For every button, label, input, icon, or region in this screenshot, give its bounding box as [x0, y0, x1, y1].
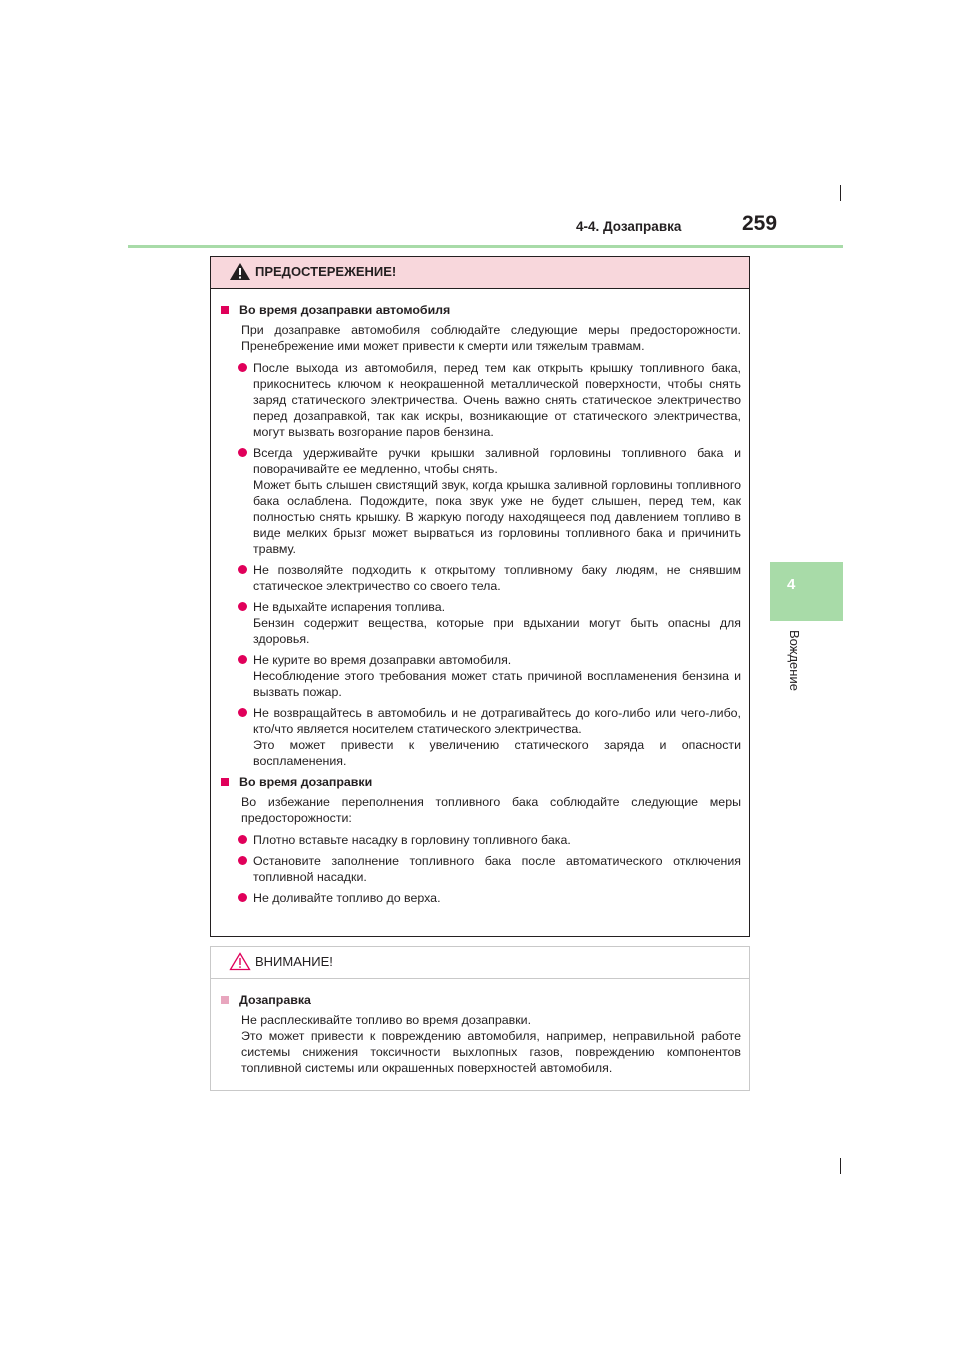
circle-bullet-icon: [238, 448, 247, 457]
page-number: 259: [742, 212, 778, 235]
square-bullet-icon: [221, 996, 229, 1004]
chapter-number: 4: [787, 576, 796, 593]
list-item: После выхода из автомобиля, перед тем как открыть крышку топливного бака, прикоснитесь ключом к неокрашенной металлической поверхности, чтобы снять заряд статического электричества. Очень важно снять статическое электричество перед дозаправкой, так как искры, возникающие от статического электричества, могут вызвать возгорание паров бензина.: [221, 360, 741, 440]
caution-content: [211, 979, 749, 1076]
list-item: Не возвращайтесь в автомобиль и не дотрагивайтесь до кого-либо или чего-либо, кто/что является носителем статического электричества. Это может привести к увеличению статического заряда и опасности воспламенения.: [221, 705, 741, 769]
circle-bullet-icon: [238, 602, 247, 611]
crop-mark-bottom: [840, 1158, 841, 1174]
warning-content: [211, 289, 749, 906]
caution-triangle-icon: [229, 952, 251, 971]
list-item: Не курите во время дозаправки автомобиля. Несоблюдение этого требования может стать причиной воспламенения бензина и вызвать пожар.: [221, 652, 741, 700]
chapter-side-area: [770, 621, 843, 801]
chapter-label: Вождение: [787, 630, 802, 691]
list-item: Не вдыхайте испарения топлива. Бензин содержит вещества, которые при вдыхании могут быть опасны для здоровья.: [221, 599, 741, 647]
warning-section-intro: При дозаправке автомобиля соблюдайте следующие меры предосторожности. Пренебрежение ими может привести к смерти или тяжелым травмам.: [241, 323, 741, 353]
warning-section-heading: Во время дозаправки автомобиля: [221, 302, 741, 318]
caution-section-heading: Дозаправка: [221, 992, 741, 1008]
warning-section-intro: Во избежание переполнения топливного бака соблюдайте следующие меры предосторожности:: [241, 795, 741, 825]
list-item: Остановите заполнение топливного бака после автоматического отключения топливной насадки.: [221, 853, 741, 885]
list-item: Не доливайте топливо до верха.: [221, 890, 741, 906]
crop-mark-top: [840, 185, 841, 201]
caution-header: [211, 947, 749, 979]
warning-triangle-icon: [229, 262, 251, 281]
section-title: 4-4. Дозаправка: [576, 219, 682, 234]
header-rule: [128, 245, 843, 248]
square-bullet-icon: [221, 778, 229, 786]
circle-bullet-icon: [238, 856, 247, 865]
circle-bullet-icon: [238, 893, 247, 902]
circle-bullet-icon: [238, 565, 247, 574]
chapter-tab[interactable]: [770, 562, 843, 621]
warning-box: [210, 256, 750, 937]
caution-title: ВНИМАНИЕ!: [255, 954, 333, 969]
square-bullet-icon: [221, 306, 229, 314]
warning-header: [211, 257, 749, 289]
list-item: Всегда удерживайте ручки крышки заливной горловины топливного бака и поворачивайте ее медленно, чтобы снять. Может быть слышен свистящий звук, когда крышка заливной горловины топливного бака ослаблена. Подождите, пока звук уже не будет слышен, перед тем, как полностью снять крышку. В жаркую погоду находящееся под давлением топливо в виде мелких брызг может вырваться из горловины топливного бака и причинить травму.: [221, 445, 741, 557]
circle-bullet-icon: [238, 708, 247, 717]
circle-bullet-icon: [238, 835, 247, 844]
warning-section-heading: Во время дозаправки: [221, 774, 741, 790]
circle-bullet-icon: [238, 363, 247, 372]
caution-box: [210, 946, 750, 1091]
caution-text: Не расплескивайте топливо во время дозаправки. Это может привести к повреждению автомобиля, например, неправильной работе системы снижения токсичности выхлопных газов, повреждению компонентов топливной системы или окрашенных поверхностей автомобиля.: [241, 1013, 741, 1075]
list-item: Не позволяйте подходить к открытому топливному баку людям, не снявшим статическое электричество со своего тела.: [221, 562, 741, 594]
circle-bullet-icon: [238, 655, 247, 664]
warning-title: ПРЕДОСТЕРЕЖЕНИЕ!: [255, 264, 397, 279]
list-item: Плотно вставьте насадку в горловину топливного бака.: [221, 832, 741, 848]
